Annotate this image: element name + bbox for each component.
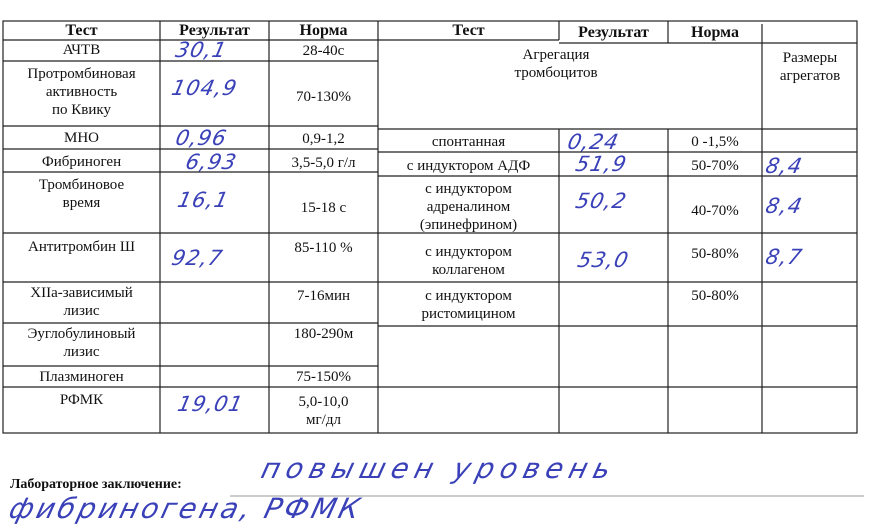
- agg-test-adrenaline: с индуктором адреналином (эпинефрином): [419, 181, 518, 233]
- conclusion-handwritten-line-1: повышен уровень: [257, 452, 621, 485]
- header-result-2: Результат: [578, 24, 649, 41]
- result-rfmk: 19,01: [175, 392, 246, 416]
- agg-test-collagen: с индуктором коллагеном: [425, 244, 512, 278]
- agg-result-collagen: 53,0: [575, 248, 632, 272]
- agg-norm-ristomycin: 50-80%: [691, 288, 739, 304]
- test-name-prothrombin: Протромбиновая активность по Квику: [27, 66, 136, 118]
- test-name-mno: МНО: [63, 130, 99, 146]
- header-norm: Норма: [299, 22, 348, 39]
- header-norm-2: Норма: [691, 24, 739, 41]
- test-name-fibrinogen: Фибриноген: [41, 154, 122, 170]
- test-name-thrombin-time: Тромбиновое время: [38, 177, 125, 211]
- agg-result-adrenaline: 50,2: [573, 189, 630, 213]
- test-name-antithrombin: Антитромбин Ш: [28, 239, 135, 255]
- header-test: Тест: [65, 22, 98, 39]
- aggregation-title: Агрегация тромбоцитов: [514, 47, 598, 81]
- result-achtv: 30,1: [173, 38, 230, 62]
- agg-test-adp: с индуктором АДФ: [406, 158, 531, 174]
- result-mno: 0,96: [173, 126, 230, 150]
- agg-result-spontaneous: 0,24: [565, 130, 622, 154]
- norm-thrombin-time: 15-18 с: [300, 200, 347, 216]
- norm-xiia-lysis: 7-16мин: [296, 288, 351, 304]
- result-antithrombin: 92,7: [169, 246, 226, 270]
- norm-rfmk: 5,0-10,0 мг/дл: [298, 394, 349, 428]
- agg-test-spontaneous: спонтанная: [431, 134, 506, 150]
- agg-norm-collagen: 50-80%: [691, 246, 739, 262]
- agg-norm-spontaneous: 0 -1,5%: [691, 134, 739, 150]
- agg-size-adp: 8,4: [763, 154, 805, 178]
- conclusion-label: Лабораторное заключение:: [10, 477, 182, 492]
- test-name-achtv: АЧТВ: [62, 42, 101, 58]
- norm-euglobulin-lysis: 180-290м: [293, 326, 354, 342]
- norm-antithrombin: 85-110 %: [294, 240, 353, 256]
- test-name-rfmk: РФМК: [59, 392, 104, 408]
- norm-prothrombin: 70-130%: [296, 89, 351, 105]
- agg-size-adrenaline: 8,4: [763, 194, 805, 218]
- agg-test-ristomycin: с индуктором ристомицином: [421, 288, 516, 322]
- norm-fibrinogen: 3,5-5,0 г/л: [291, 155, 356, 171]
- test-name-euglobulin-lysis: Эуглобулиновый лизис: [27, 326, 136, 360]
- agg-result-adp: 51,9: [573, 152, 630, 176]
- result-thrombin-time: 16,1: [175, 188, 232, 212]
- result-prothrombin: 104,9: [169, 76, 240, 100]
- norm-mno: 0,9-1,2: [302, 131, 345, 147]
- agg-norm-adrenaline: 40-70%: [691, 203, 739, 219]
- agg-norm-adp: 50-70%: [691, 158, 739, 174]
- test-name-xiia-lysis: XIIа-зависимый лизис: [30, 285, 133, 319]
- norm-achtv: 28-40с: [302, 43, 345, 59]
- conclusion-handwritten-line-2: фибриногена, РФМК: [5, 492, 367, 525]
- header-test-2: Тест: [452, 22, 485, 39]
- test-name-plasminogen: Плазминоген: [39, 369, 124, 385]
- header-result: Результат: [179, 22, 250, 39]
- agg-size-collagen: 8,7: [763, 245, 805, 269]
- aggregate-size-title: Размеры агрегатов: [779, 50, 841, 84]
- norm-plasminogen: 75-150%: [296, 369, 351, 385]
- result-fibrinogen: 6,93: [183, 150, 240, 174]
